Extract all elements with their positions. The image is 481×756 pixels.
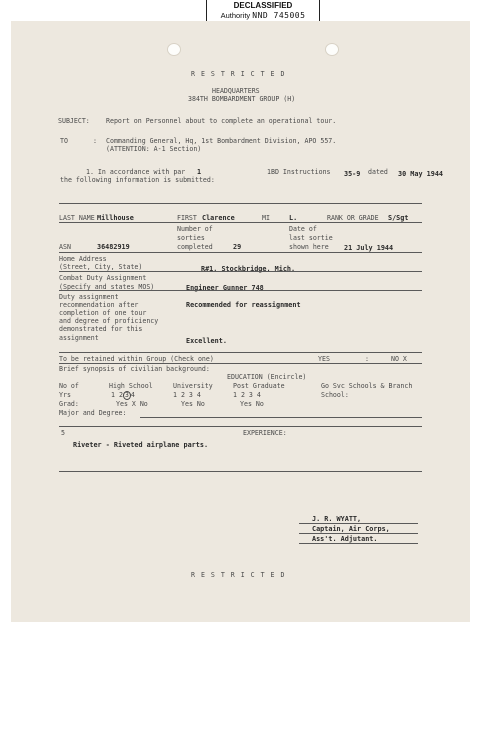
group-label: 384TH BOMBARDMENT GROUP (H) <box>188 95 296 103</box>
mi-label: MI <box>262 214 270 222</box>
major-underline <box>140 417 422 418</box>
retained-label: To be retained within Group (Check one) <box>59 355 214 363</box>
divider <box>59 271 422 272</box>
major-degree-label: Major and Degree: <box>59 409 127 417</box>
last-sortie-label-1: Date of <box>289 225 317 233</box>
punch-hole-left <box>167 43 181 56</box>
para1-line-2: the following information is submitted: <box>60 176 215 184</box>
grad-label: Grad: <box>59 400 79 408</box>
home-address-label-2: (Street, City, State) <box>59 263 143 271</box>
asn-value: 36482919 <box>97 243 130 251</box>
divider <box>59 363 422 364</box>
post-graduate-label: Post Graduate <box>233 382 285 390</box>
retained-separator: : <box>365 355 369 363</box>
stamp-authority-number: NND 745005 <box>252 11 306 20</box>
high-school-grad: Yes X No <box>116 400 148 408</box>
para1-text-a: 1. In accordance with par <box>86 168 186 176</box>
para1-text-b: 1BD Instructions <box>267 168 331 176</box>
to-colon: : <box>93 137 97 145</box>
last-sortie-label-2: last sortie <box>289 234 333 242</box>
para1-instruction-number: 35-9 <box>344 170 361 178</box>
service-schools-label: Go Svc Schools & Branch <box>321 382 413 390</box>
no-of-label: No of <box>59 382 79 390</box>
to-line-1: Commanding General, Hq, 1st Bombardment Division, APO 557. <box>106 137 337 145</box>
divider <box>59 203 422 204</box>
experience-value: Riveter - Riveted airplane parts. <box>73 441 209 449</box>
sorties-label-2: sorties <box>177 234 205 242</box>
divider <box>59 471 422 472</box>
education-label: EDUCATION (Encircle) <box>227 373 307 381</box>
restricted-footer: R E S T R I C T E D <box>191 571 286 579</box>
duty-recommendation-label-5: demonstrated for this <box>59 325 143 333</box>
high-school-label: High School <box>109 382 153 390</box>
duty-recommendation-label-6: assignment <box>59 334 99 342</box>
rank-label: RANK OR GRADE <box>327 214 379 222</box>
signature-name: J. R. WYATT, <box>312 515 362 523</box>
duty-recommendation-label-1: Duty assignment <box>59 293 119 301</box>
declassified-stamp <box>206 0 320 22</box>
divider <box>59 252 422 253</box>
to-line-2: (ATTENTION: A-1 Section) <box>106 145 202 153</box>
restricted-header: R E S T R I C T E D <box>191 70 286 78</box>
retained-yes: YES <box>318 355 330 363</box>
home-address-label-1: Home Address <box>59 255 107 263</box>
stamp-title: DECLASSIFIED <box>233 1 293 10</box>
university-label: University <box>173 382 213 390</box>
duty-recommendation-label-3: completion of one tour <box>59 309 147 317</box>
duty-recommendation-value: Recommended for reassignment <box>186 301 301 309</box>
sorties-value: 29 <box>233 243 242 251</box>
combat-duty-label-2: (Specify and states MOS) <box>59 283 155 291</box>
signature-rank: Captain, Air Corps, <box>312 525 390 533</box>
subject-text: Report on Personnel about to complete an operational tour. <box>106 117 337 125</box>
school-label: School: <box>321 391 349 399</box>
last-sortie-value: 21 July 1944 <box>344 244 394 252</box>
post-graduate-grad: Yes No <box>240 400 264 408</box>
retained-no-checked: NO X <box>391 355 407 363</box>
punch-hole-right <box>325 43 339 56</box>
document-page <box>11 21 470 622</box>
first-name-label: FIRST <box>177 214 197 222</box>
sorties-label-1: Number of <box>177 225 213 233</box>
signature-underline <box>299 523 418 524</box>
para1-par-number: 1 <box>197 168 202 176</box>
first-name-value: Clarence <box>202 214 235 222</box>
experience-mark: 5 <box>61 429 65 437</box>
subject-label: SUBJECT: <box>58 117 90 125</box>
para1-dated-label: dated <box>368 168 388 176</box>
university-grad: Yes No <box>181 400 205 408</box>
duty-recommendation-label-2: recommendation after <box>59 301 139 309</box>
asn-label: ASN <box>59 243 71 251</box>
signature-underline <box>299 543 418 544</box>
experience-label: EXPERIENCE: <box>243 429 287 437</box>
mi-value: L. <box>289 214 298 222</box>
divider <box>59 290 422 291</box>
headquarters-label: HEADQUARTERS <box>212 87 260 95</box>
combat-duty-label-1: Combat Duty Assignment <box>59 274 147 282</box>
yrs-label: Yrs <box>59 391 71 399</box>
last-name-value: Millhouse <box>97 214 134 222</box>
signature-title: Ass't. Adjutant. <box>312 535 378 543</box>
divider <box>59 352 422 353</box>
to-label: TO <box>60 137 68 145</box>
divider <box>59 426 422 427</box>
sorties-label-3: completed <box>177 243 213 251</box>
last-name-label: LAST NAME <box>59 214 95 222</box>
signature-underline <box>299 533 418 534</box>
divider <box>59 222 422 223</box>
para1-date: 30 May 1944 <box>398 170 444 178</box>
home-address-value: R#1, Stockbridge, Mich. <box>201 265 296 273</box>
high-school-years: 1 2 3 4 <box>111 391 135 399</box>
synopsis-label: Brief synopsis of civilian background: <box>59 365 210 373</box>
last-sortie-label-3: shown here <box>289 243 329 251</box>
proficiency-value: Excellent. <box>186 337 227 345</box>
university-years: 1 2 3 4 <box>173 391 201 399</box>
stamp-authority: Authority NND 745005 <box>220 11 306 20</box>
rank-value: S/Sgt <box>388 214 409 222</box>
post-graduate-years: 1 2 3 4 <box>233 391 261 399</box>
high-school-year-circled: 3 <box>123 391 131 400</box>
duty-recommendation-label-4: and degree of proficiency <box>59 317 159 325</box>
combat-duty-value: Engineer Gunner 748 <box>186 284 264 292</box>
